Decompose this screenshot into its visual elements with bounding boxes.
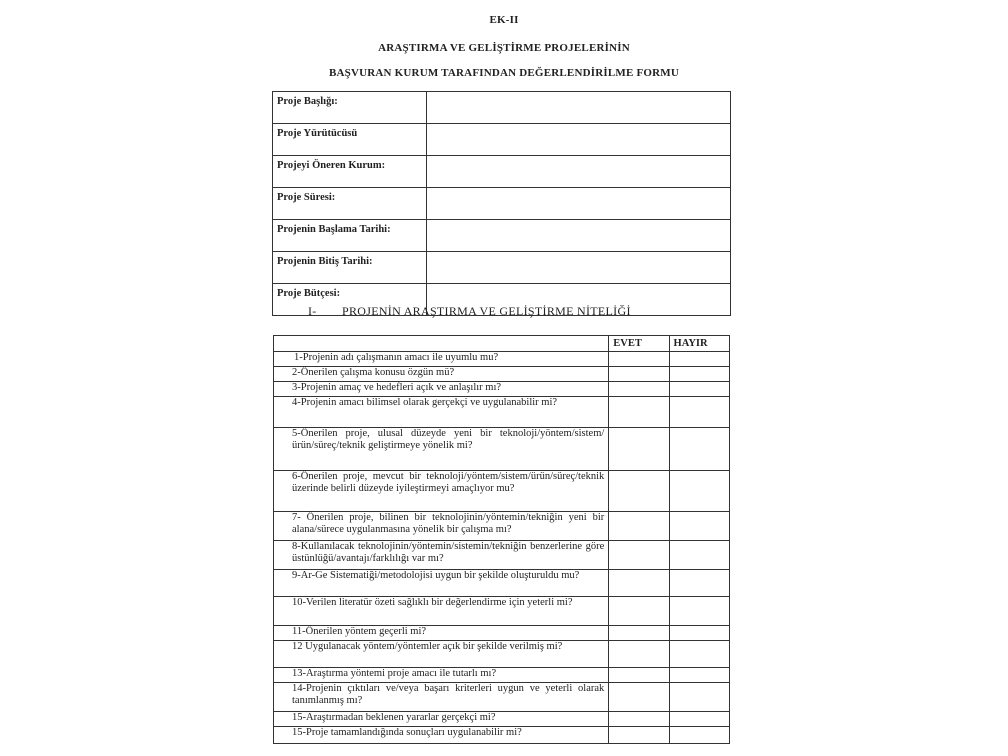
criteria-row (274, 570, 730, 597)
answer-no-cell[interactable] (669, 712, 729, 727)
answer-no-cell[interactable] (669, 668, 729, 683)
form-title-line1: ARAŞTIRMA VE GELİŞTİRME PROJELERİNİN (378, 42, 630, 54)
answer-no-cell[interactable] (669, 541, 729, 570)
annex-label: EK-II (489, 14, 519, 26)
column-header-yes: EVET (609, 336, 669, 352)
info-row (273, 92, 731, 124)
criteria-row (274, 541, 730, 570)
answer-no-cell[interactable] (669, 397, 729, 428)
answer-yes-cell[interactable] (609, 641, 669, 668)
criteria-question: 4-Projenin amacı bilimsel olarak gerçekçi ve uygulanabilir mi? (274, 397, 609, 428)
info-field-value[interactable] (427, 156, 731, 188)
answer-yes-cell[interactable] (609, 727, 669, 744)
info-field-value[interactable] (427, 252, 731, 284)
info-row (273, 220, 731, 252)
answer-yes-cell[interactable] (609, 541, 669, 570)
criteria-question: 9-Ar-Ge Sistematiği/metodolojisi uygun bir şekilde oluşturuldu mu? (274, 570, 609, 597)
criteria-question: 14-Projenin çıktıları ve/veya başarı kriterleri uygun ve yeterli olarak tanımlanmış mı? (274, 683, 609, 712)
answer-no-cell[interactable] (669, 428, 729, 471)
criteria-question: 7- Önerilen proje, bilinen bir teknolojinin/yöntemin/tekniğin yeni bir alana/sürece uygulanmasına yönelik bir çalışma mı? (274, 512, 609, 541)
answer-no-cell[interactable] (669, 626, 729, 641)
info-field-value[interactable] (427, 188, 731, 220)
criteria-table (273, 335, 730, 744)
answer-no-cell[interactable] (669, 382, 729, 397)
criteria-question: 8-Kullanılacak teknolojinin/yöntemin/sistemin/tekniğin benzerlerine göre üstünlüğü/avantajı/farklılığı var mı? (274, 541, 609, 570)
criteria-question: 5-Önerilen proje, ulusal düzeyde yeni bir teknoloji/yöntem/sistem/ürün/süreç/teknik geliştirmeye yönelik mi? (274, 428, 609, 471)
criteria-row (274, 397, 730, 428)
form-title-line2: BAŞVURAN KURUM TARAFINDAN DEĞERLENDİRİLME FORMU (328, 67, 679, 79)
criteria-question: 15-Proje tamamlandığında sonuçları uygulanabilir mi? (274, 727, 609, 744)
criteria-question: 6-Önerilen proje, mevcut bir teknoloji/yöntem/sistem/ürün/süreç/teknik üzerinde belirli düzeyde iyileştirmeyi amaçlıyor mu? (274, 471, 609, 512)
criteria-row (274, 641, 730, 668)
section-heading (308, 304, 631, 319)
answer-yes-cell[interactable] (609, 626, 669, 641)
info-field-label: Proje Yürütücüsü (273, 124, 427, 156)
criteria-question: 13-Araştırma yöntemi proje amacı ile tutarlı mı? (274, 668, 609, 683)
info-row (273, 252, 731, 284)
criteria-row (274, 712, 730, 727)
column-header-no: HAYIR (669, 336, 729, 352)
answer-yes-cell[interactable] (609, 668, 669, 683)
criteria-row (274, 597, 730, 626)
answer-no-cell[interactable] (669, 641, 729, 668)
criteria-row (274, 668, 730, 683)
criteria-question: 3-Projenin amaç ve hedefleri açık ve anlaşılır mı? (274, 382, 609, 397)
answer-no-cell[interactable] (669, 471, 729, 512)
criteria-row (274, 512, 730, 541)
criteria-row (274, 382, 730, 397)
answer-yes-cell[interactable] (609, 352, 669, 367)
criteria-question: 2-Önerilen çalışma konusu özgün mü? (274, 367, 609, 382)
criteria-row (274, 683, 730, 712)
answer-yes-cell[interactable] (609, 367, 669, 382)
info-field-label: Proje Bütçesi: (273, 284, 427, 316)
answer-yes-cell[interactable] (609, 683, 669, 712)
answer-yes-cell[interactable] (609, 712, 669, 727)
criteria-row (274, 367, 730, 382)
answer-no-cell[interactable] (669, 597, 729, 626)
info-field-label: Projenin Başlama Tarihi: (273, 220, 427, 252)
info-row (273, 188, 731, 220)
answer-no-cell[interactable] (669, 570, 729, 597)
criteria-row (274, 352, 730, 367)
answer-yes-cell[interactable] (609, 397, 669, 428)
criteria-question: 1-Projenin adı çalışmanın amacı ile uyumlu mu? (274, 352, 609, 367)
answer-yes-cell[interactable] (609, 471, 669, 512)
answer-no-cell[interactable] (669, 727, 729, 744)
info-field-label: Projenin Bitiş Tarihi: (273, 252, 427, 284)
criteria-question: 12 Uygulanacak yöntem/yöntemler açık bir şekilde verilmiş mi? (274, 641, 609, 668)
section-number: I- (308, 304, 317, 318)
info-field-label: Proje Başlığı: (273, 92, 427, 124)
answer-no-cell[interactable] (669, 367, 729, 382)
answer-yes-cell[interactable] (609, 428, 669, 471)
criteria-question: 11-Önerilen yöntem geçerli mi? (274, 626, 609, 641)
criteria-row (274, 626, 730, 641)
criteria-row (274, 428, 730, 471)
info-field-value[interactable] (427, 124, 731, 156)
criteria-row (274, 471, 730, 512)
info-row (273, 124, 731, 156)
criteria-question: 15-Araştırmadan beklenen yararlar gerçekçi mi? (274, 712, 609, 727)
answer-no-cell[interactable] (669, 352, 729, 367)
answer-no-cell[interactable] (669, 512, 729, 541)
criteria-question: 10-Verilen literatür özeti sağlıklı bir değerlendirme için yeterli mi? (274, 597, 609, 626)
answer-no-cell[interactable] (669, 683, 729, 712)
info-field-label: Proje Süresi: (273, 188, 427, 220)
criteria-row (274, 727, 730, 744)
answer-yes-cell[interactable] (609, 597, 669, 626)
section-title: PROJENİN ARAŞTIRMA VE GELİŞTİRME NİTELİĞİ (342, 304, 631, 318)
answer-yes-cell[interactable] (609, 382, 669, 397)
criteria-header-question (274, 336, 609, 352)
answer-yes-cell[interactable] (609, 570, 669, 597)
info-row (273, 156, 731, 188)
info-field-label: Projeyi Öneren Kurum: (273, 156, 427, 188)
info-field-value[interactable] (427, 220, 731, 252)
info-field-value[interactable] (427, 92, 731, 124)
answer-yes-cell[interactable] (609, 512, 669, 541)
project-info-table (272, 91, 731, 316)
